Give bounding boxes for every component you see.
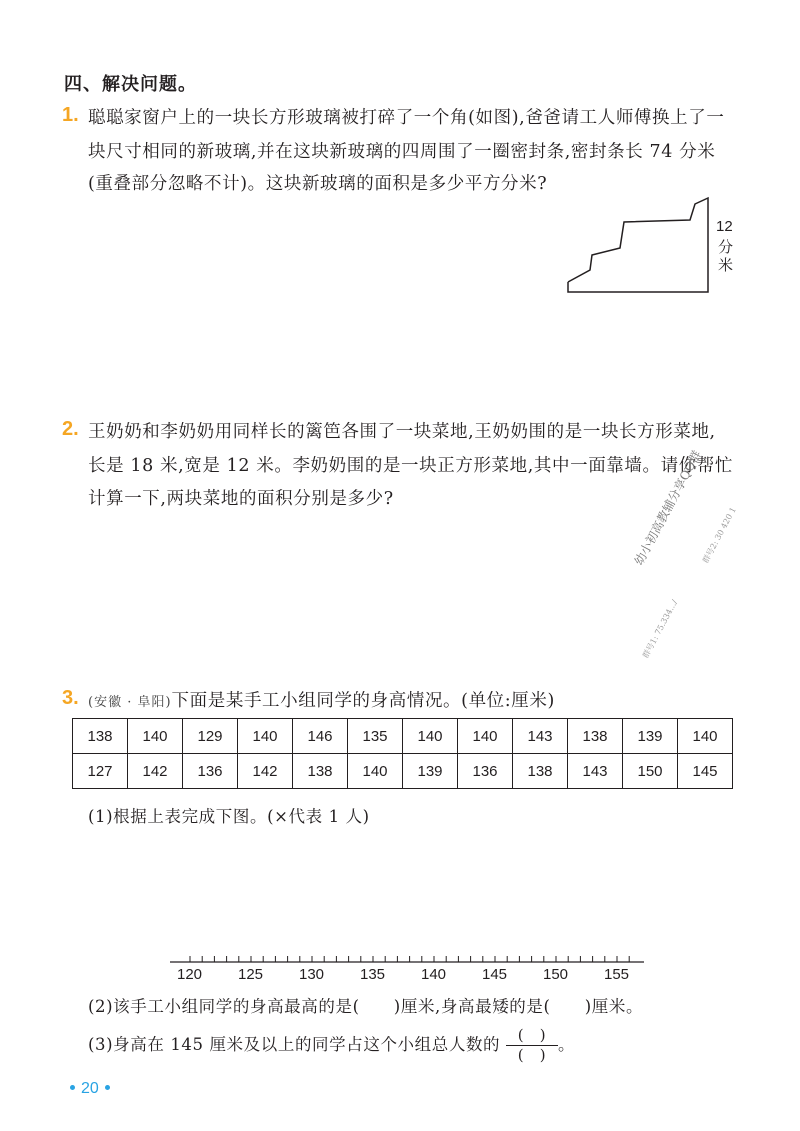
dot-decoration [70, 1085, 75, 1090]
number-line-label: 145 [482, 966, 508, 983]
number-line-label: 140 [421, 966, 447, 983]
q2-line-3: 计算一下,两块菜地的面积分别是多少? [88, 489, 394, 509]
watermark-main: 幼小初高教辅分享QQ群 [631, 448, 705, 568]
page-number [64, 1080, 116, 1098]
figure-label-unit-1: 分 [718, 238, 734, 256]
table-cell: 127 [73, 754, 128, 789]
number-line-label: 135 [360, 966, 386, 983]
table-cell: 142 [238, 754, 293, 789]
number-line-label: 120 [177, 966, 203, 983]
watermark-line-a: 群号1: 75.334.../ [640, 598, 680, 660]
q3-part-3-text: (3)身高在 145 厘米及以上的同学占这个小组总人数的 [88, 1035, 501, 1054]
fraction-numerator: ( ) [517, 1026, 547, 1044]
table-cell: 138 [568, 719, 623, 754]
answer-fraction[interactable] [506, 1028, 558, 1063]
table-cell: 140 [238, 719, 293, 754]
height-table [72, 718, 733, 789]
table-cell: 142 [128, 754, 183, 789]
table-cell: 138 [73, 719, 128, 754]
q3-part-3 [88, 1028, 575, 1063]
table-cell: 143 [568, 754, 623, 789]
table-cell: 150 [623, 754, 678, 789]
q2-line-2: 长是 18 米,宽是 12 米。李奶奶围的是一块正方形菜地,其中一面靠墙。请你帮忙 [88, 456, 734, 476]
table-row [73, 754, 733, 789]
q3-source: (安徽 · 阜阳) [88, 695, 172, 710]
table-cell: 145 [678, 754, 733, 789]
question-2-number: 2. [62, 418, 79, 440]
table-cell: 138 [293, 754, 348, 789]
q1-line-2: 块尺寸相同的新玻璃,并在这块新玻璃的四周围了一圈密封条,密封条长 74 分米 [88, 142, 716, 162]
figure-label-12: 12 [716, 218, 733, 235]
question-3-number: 3. [62, 687, 79, 709]
q1-line-1: 聪聪家窗户上的一块长方形玻璃被打碎了一个角(如图),爸爸请工人师傅换上了一 [88, 108, 725, 128]
section-title: 四、解决问题。 [64, 74, 197, 95]
q3-part-3-end: 。 [558, 1035, 576, 1054]
number-line-label: 150 [543, 966, 569, 983]
question-1-number: 1. [62, 104, 79, 126]
table-cell: 140 [403, 719, 458, 754]
figure-label-unit-2: 米 [718, 256, 734, 274]
table-cell: 136 [183, 754, 238, 789]
fraction-denominator: ( ) [517, 1046, 547, 1064]
table-cell: 140 [458, 719, 513, 754]
q3-part-1: (1)根据上表完成下图。(×代表 1 人) [88, 807, 370, 826]
number-line-label: 155 [604, 966, 630, 983]
table-cell: 139 [403, 754, 458, 789]
table-cell: 140 [348, 754, 403, 789]
table-cell: 138 [513, 754, 568, 789]
table-cell: 139 [623, 719, 678, 754]
page-number-text: 20 [81, 1080, 99, 1097]
watermark-line-b: 群号2: 30 420 1 [700, 505, 738, 565]
q3-intro-line [88, 687, 555, 712]
number-line-label: 130 [299, 966, 325, 983]
table-cell: 136 [458, 754, 513, 789]
q3-part-2: (2)该手工小组同学的身高最高的是( )厘米,身高最矮的是( )厘米。 [88, 997, 644, 1016]
dot-decoration [105, 1085, 110, 1090]
table-cell: 143 [513, 719, 568, 754]
q3-intro: 下面是某手工小组同学的身高情况。(单位:厘米) [171, 691, 555, 711]
table-cell: 129 [183, 719, 238, 754]
table-cell: 140 [128, 719, 183, 754]
table-cell: 146 [293, 719, 348, 754]
q1-line-3: (重叠部分忽略不计)。这块新玻璃的面积是多少平方分米? [88, 174, 548, 194]
table-cell: 135 [348, 719, 403, 754]
table-cell: 140 [678, 719, 733, 754]
number-line-label: 125 [238, 966, 264, 983]
q2-line-1: 王奶奶和李奶奶用同样长的篱笆各围了一块菜地,王奶奶围的是一块长方形菜地, [88, 422, 716, 442]
table-row [73, 719, 733, 754]
glass-outline [568, 198, 708, 292]
